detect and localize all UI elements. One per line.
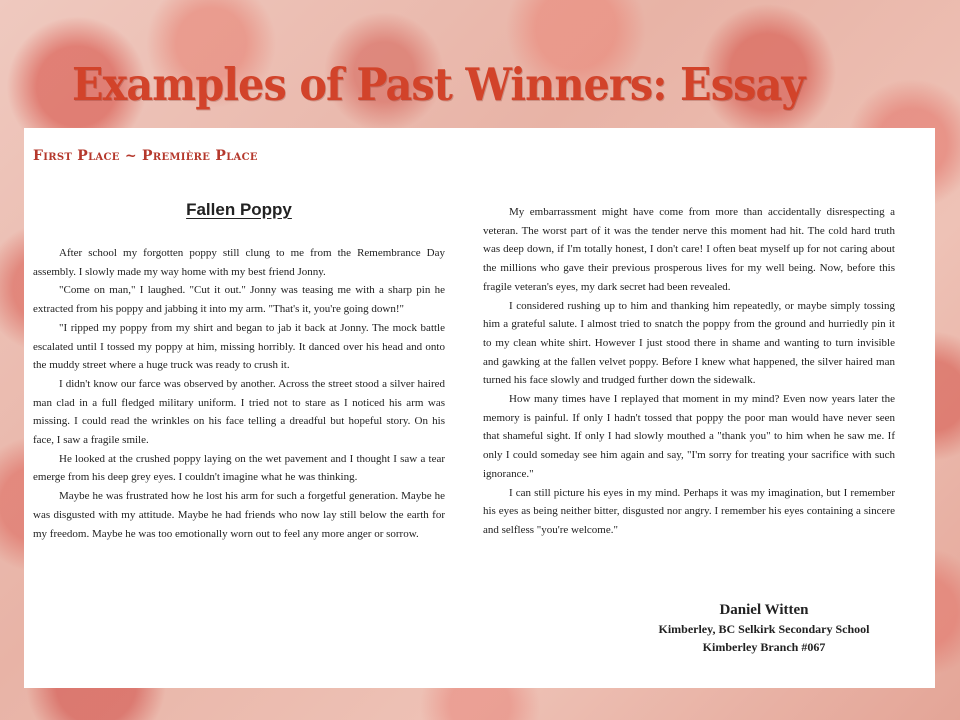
essay-paragraph: I didn't know our farce was observed by another. Across the street stood a silver haired man clad in a full fledged military uniform. I tried not to stare as I noticed his arm was missing. I could read the wrinkles on his face telling a dreadful but hopeful story. On his face, I saw a fragile smile. [33,377,445,447]
slide-title: Examples of Past Winners: Essay [72,58,805,111]
essay-paragraph: "I ripped my poppy from my shirt and began to jab it back at Jonny. The mock battle escalated until I tossed my poppy at him, missing horribly. It danced over his head and onto the muddy street where a huge truck was ready to crush it. [33,321,445,372]
essay-paragraph: Maybe he was frustrated how he lost his arm for such a forgetful generation. Maybe he was disgusted with my attitude. Maybe he had friends who now lay still below the earth for my freedom. Maybe he was too emotionally worn out to feel any more anger or sorrow. [33,490,445,540]
essay-title: Fallen Poppy [186,200,292,219]
essay-paragraph: "Come on man," I laughed. "Cut it out." Jonny was teasing me with a sharp pin he extracted from his poppy and jabbing it into my arm. "That's it, you're going down!" [33,284,445,316]
essay-document [24,128,935,688]
essay-paragraph: After school my forgotten poppy still clung to me from the Remembrance Day assembly. I slowly made my way home with my best friend Jonny. [33,247,445,278]
author-school: Kimberley, BC Selkirk Secondary School [658,622,870,636]
essay-paragraph: How many times have I replayed that moment in my mind? Even now years later the memory is painful. If only I hadn't tossed that poppy the poor man would have never seen that shameful sight. If only I had slowly mouthed a "thank you" to him when he saw me. If only I could someday see him again and say, "I'm sorry for treating your sacrifice with such ignorance." [483,393,895,480]
essay-paragraph: I considered rushing up to him and thanking him repeatedly, or maybe simply tossing him a grateful salute. I almost tried to snatch the poppy from the ground and hurriedly pin it to my clean white shirt. However I just stood there in shame and wanting to turn invisible and gawking at the fallen velvet poppy. Before I knew what happened, the silver haired man turned his face slowly and trudged further down the sidewalk. [483,299,895,387]
author-signature [624,600,904,656]
essay-left-column [33,244,445,543]
essay-paragraph: My embarrassment might have come from more than accidentally disrespecting a veteran. The worst part of it was the tender nerve this moment had hit. The cold hard truth was deep down, if I'm totally honest, I don't care! I often beat myself up for not caring about the millions who gave their previous prosperous lives for my well being. Now, before this fragile veteran's eyes, my dark secret had been revealed. [483,206,895,293]
essay-right-column [483,203,895,540]
place-label: First Place ~ Première Place [33,148,258,164]
author-name: Daniel Witten [719,602,809,618]
author-branch: Kimberley Branch #067 [702,640,826,654]
essay-paragraph: He looked at the crushed poppy laying on the wet pavement and I thought I saw a tear emerge from his deep grey eyes. I couldn't imagine what he was thinking. [33,452,445,484]
essay-paragraph: I can still picture his eyes in my mind. Perhaps it was my imagination, but I remember his eyes as being neither bitter, disgusted nor angry. I remember his eyes containing a sincere and selfless "you're welcome." [483,486,895,536]
